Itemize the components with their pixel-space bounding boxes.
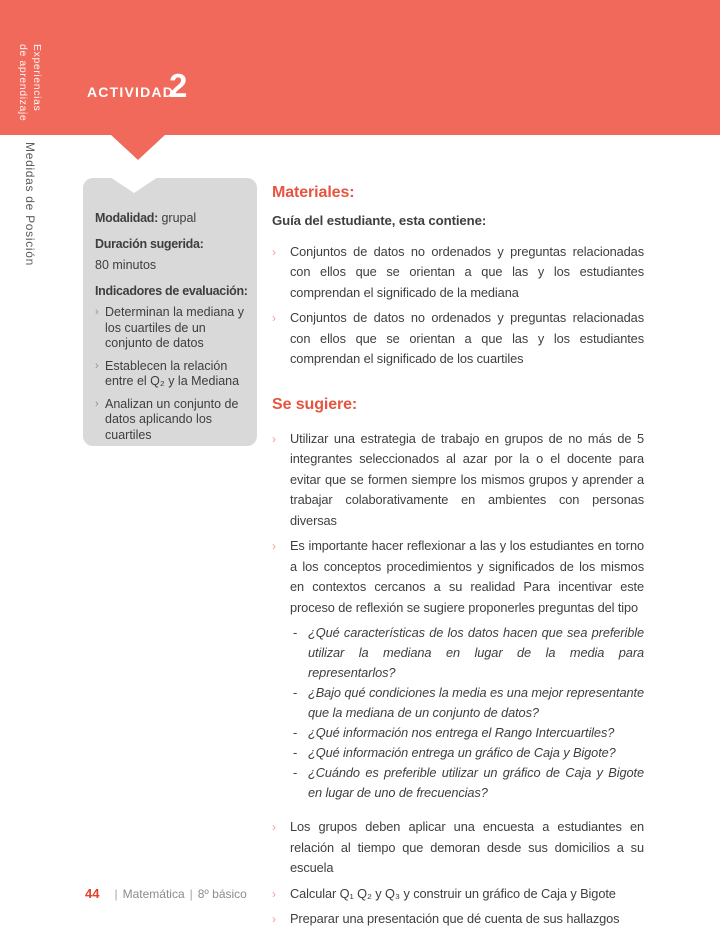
footer-grade: 8º básico xyxy=(197,887,247,901)
footer-separator: | xyxy=(114,887,118,901)
reflection-questions-list xyxy=(293,623,644,803)
header-band xyxy=(0,0,720,135)
modality-value: grupal xyxy=(161,211,197,225)
bullet-icon: › xyxy=(95,397,99,410)
materials-heading: Materiales: xyxy=(272,184,355,201)
band-pointer-triangle xyxy=(110,134,166,160)
modality-line xyxy=(95,211,250,227)
question-text: ¿Cuándo es preferible utilizar un gráfico de Caja y Bigote en lugar de uno de frecuencias? xyxy=(308,765,644,801)
materials-item xyxy=(272,308,644,370)
activity-label: ACTIVIDAD xyxy=(87,84,175,100)
sidebar-band-label xyxy=(16,44,44,121)
suggestion-item-text: Calcular Q₁ Q₂ y Q₃ y construir un gráfico de Caja y Bigote xyxy=(290,885,616,901)
dash-icon: - xyxy=(293,765,298,781)
question-item xyxy=(293,683,644,723)
indicator-item xyxy=(95,397,250,444)
activity-number: 2 xyxy=(169,67,188,104)
dash-icon: - xyxy=(293,625,298,641)
info-box-notch xyxy=(110,177,158,193)
materials-item xyxy=(272,242,644,304)
suggestion-item xyxy=(272,429,644,532)
bullet-icon: › xyxy=(272,886,276,901)
materials-item-text: Conjuntos de datos no ordenados y preguntas relacionadas con ellos que se orientan a que las y los estudiantes comprendan el significado de los cuartiles xyxy=(290,310,644,367)
duration-label-line xyxy=(95,237,250,253)
bullet-icon: › xyxy=(272,820,276,835)
sidebar-band-label-line2: de aprendizaje xyxy=(17,44,29,122)
dash-icon: - xyxy=(293,685,298,701)
duration-value-line: 80 minutos xyxy=(95,258,157,272)
bullet-icon: › xyxy=(95,359,99,372)
duration-label: Duración sugerida: xyxy=(95,236,204,251)
suggestion-item xyxy=(272,884,644,905)
materials-subtitle: Guía del estudiante, esta contiene: xyxy=(272,213,487,229)
indicator-text: Establecen la relación entre el Q₂ y la Mediana xyxy=(105,358,240,388)
bullet-icon: › xyxy=(272,539,276,554)
modality-label: Modalidad: xyxy=(95,211,158,225)
footer-separator: | xyxy=(189,887,193,901)
suggestion-item xyxy=(272,536,644,618)
content-column xyxy=(272,183,644,935)
bullet-icon: › xyxy=(272,431,276,446)
question-text: ¿Qué características de los datos hacen que sea preferible utilizar la mediana en lugar de la media para representarlos? xyxy=(308,625,644,681)
footer-subject: Matemática xyxy=(122,887,185,901)
sidebar-band-label-line1: Experiencias xyxy=(31,44,43,112)
indicator-text: Analizan un conjunto de datos aplicando los cuartiles xyxy=(105,396,239,442)
bullet-icon: › xyxy=(272,912,276,927)
question-item xyxy=(293,623,644,683)
suggestion-item xyxy=(272,817,644,879)
indicator-text: Determinan la mediana y los cuartiles de un conjunto de datos xyxy=(105,305,244,350)
suggestion-item xyxy=(272,909,644,930)
sidebar-section-label: Medidas de Posición xyxy=(23,142,37,267)
question-text: ¿Qué información entrega un gráfico de Caja y Bigote? xyxy=(308,745,616,761)
suggestions-heading: Se sugiere: xyxy=(272,395,358,413)
activity-info-box xyxy=(83,178,257,446)
page-number: 44 xyxy=(85,886,100,901)
indicator-item xyxy=(95,359,250,390)
bullet-icon: › xyxy=(95,306,99,318)
question-text: ¿Qué información nos entrega el Rango Intercuartiles? xyxy=(308,725,615,741)
indicators-heading: Indicadores de evaluación: xyxy=(95,283,248,298)
dash-icon: - xyxy=(293,745,298,761)
question-item xyxy=(293,723,644,743)
materials-item-text: Conjuntos de datos no ordenados y preguntas relacionadas con ellos que se orientan a que las y los estudiantes comprendan el significado de la mediana xyxy=(290,243,644,300)
indicators-list xyxy=(95,305,250,443)
suggestion-item-text: Es importante hacer reflexionar a las y los estudiantes en torno a los conceptos procedimientos y significados de los mismos en contextos cercanos a su realidad Para incentivar este proceso de reflexión se sugiere proponerles preguntas del tipo xyxy=(290,538,644,615)
indicator-item xyxy=(95,305,250,352)
question-text: ¿Bajo qué condiciones la media es una mejor representante que la mediana de un conjunto de datos? xyxy=(308,685,644,721)
bullet-icon: › xyxy=(272,311,276,326)
suggestion-item-text: Los grupos deben aplicar una encuesta a estudiantes en relación al tiempo que demoran desde sus domicilios a su escuela xyxy=(290,819,644,876)
question-item xyxy=(293,743,644,763)
page-footer xyxy=(85,886,247,901)
bullet-icon: › xyxy=(272,244,276,259)
suggestion-item-text: Utilizar una estrategia de trabajo en grupos de no más de 5 integrantes seleccionados al azar por la o el docente para evitar que se formen siempre los mismos grupos y aprender a trabajar colaborativamente en ambientes con personas diversas xyxy=(290,430,644,528)
question-item xyxy=(293,763,644,803)
dash-icon: - xyxy=(293,725,298,741)
suggestion-item-text: Preparar una presentación que dé cuenta de sus hallazgos xyxy=(290,911,620,927)
